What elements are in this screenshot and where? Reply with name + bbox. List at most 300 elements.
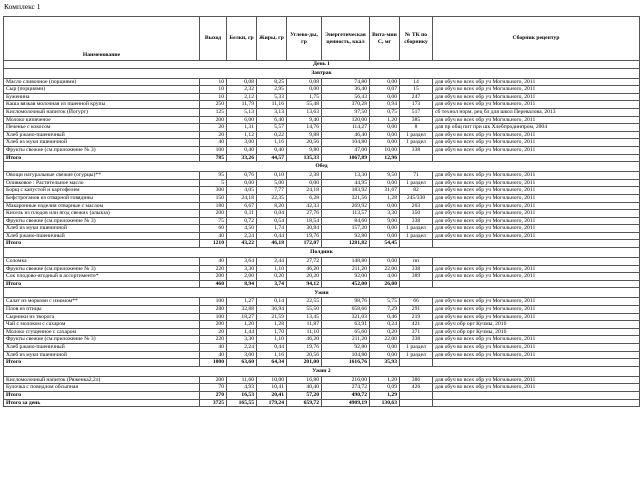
cell-recipe-book: для обуч во всех обр уч Могильного, 2011 [433, 273, 640, 281]
cell-tk-number: 350 [400, 210, 433, 218]
cell-energy: 211,20 [322, 336, 370, 344]
cell-carbs: 55,50 [287, 306, 322, 314]
cell-energy: 321,03 [322, 313, 370, 321]
cell-recipe-book [433, 399, 640, 407]
cell-protein: 1,27 [227, 298, 257, 306]
cell-fat: 0,54 [257, 217, 287, 225]
cell-tk-number: 71 [400, 172, 433, 180]
cell-fat: 0,44 [257, 344, 287, 352]
cell-energy: 104,80 [322, 351, 370, 359]
cell-yield: 280 [200, 306, 227, 314]
cell-energy: 44,95 [322, 179, 370, 187]
table-header [4, 17, 640, 61]
table-row [4, 217, 640, 225]
cell-energy: 183,92 [322, 187, 370, 195]
cell-fat: 0,40 [257, 146, 287, 154]
cell-recipe-book: для обуч во всех обр уч Могильного, 2011 [433, 344, 640, 352]
cell-energy: 113,57 [322, 210, 370, 218]
cell-protein: 3,30 [227, 265, 257, 273]
cell-carbs: 19,76 [287, 344, 322, 352]
table-row [4, 313, 640, 321]
cell-yield: 180 [200, 202, 227, 210]
cell-protein: 1,12 [227, 131, 257, 139]
cell-protein: 16,53 [227, 391, 257, 399]
cell-vitamin-c: 10,00 [370, 146, 400, 154]
table-row [4, 194, 640, 202]
cell-carbs: 11,87 [287, 321, 322, 329]
cell-fat: 22,35 [257, 194, 287, 202]
cell-yield: 460 [200, 280, 227, 288]
cell-protein: 0,11 [227, 210, 257, 218]
cell-name: Итого [4, 359, 200, 367]
cell-protein: 2,24 [227, 232, 257, 240]
cell-tk-number: 338 [400, 146, 433, 154]
table-row [4, 232, 640, 240]
total-row [4, 240, 640, 248]
cell-recipe-book: для обуч во всех обр уч Могильного, 2011 [433, 146, 640, 154]
total-row [4, 280, 640, 288]
cell-yield: 300 [200, 187, 227, 195]
cell-protein: 2,00 [227, 273, 257, 281]
cell-protein: 3,00 [227, 139, 257, 147]
table-row [4, 187, 640, 195]
cell-energy: 98,76 [322, 298, 370, 306]
cell-yield: 60 [200, 225, 227, 233]
cell-recipe-book: для обуч во всех обр уч Могильного, 2011 [433, 93, 640, 101]
cell-vitamin-c: 0,00 [370, 225, 400, 233]
cell-tk-number: 517 [400, 108, 433, 116]
cell-name: Каша вязкая молочная из пшенной крупы [4, 101, 200, 109]
table-row [4, 116, 640, 124]
cell-protein: 8,94 [227, 280, 257, 288]
table-row [4, 108, 640, 116]
cell-protein: 32,88 [227, 306, 257, 314]
cell-yield: 3725 [200, 399, 227, 407]
cell-carbs: 9,80 [287, 146, 322, 154]
header-fat: Жиры, гр [257, 17, 287, 61]
table-row [4, 210, 640, 218]
cell-name: Хлеб из муки пшеничной [4, 139, 200, 147]
total-row [4, 391, 640, 399]
cell-vitamin-c: 1,28 [370, 194, 400, 202]
cell-recipe-book: для обуч во всех обр уч Могильного, 2011 [433, 217, 640, 225]
cell-vitamin-c: 0,00 [370, 93, 400, 101]
cell-name: Фрукты свежие (см.приложение № 3) [4, 265, 200, 273]
cell-carbs: 13,45 [287, 313, 322, 321]
table-row [4, 86, 640, 94]
cell-tk-number [400, 154, 433, 162]
cell-fat: 1,16 [257, 351, 287, 359]
table-row [4, 172, 640, 180]
cell-vitamin-c: 0,20 [370, 328, 400, 336]
cell-yield: 10 [200, 78, 227, 86]
cell-protein: 2,24 [227, 344, 257, 352]
cell-name: Соломка [4, 258, 200, 266]
cell-fat: 3,74 [257, 280, 287, 288]
cell-fat: 8,25 [257, 78, 287, 86]
cell-carbs: 201,00 [287, 359, 322, 367]
cell-protein: 1,20 [227, 321, 257, 329]
cell-recipe-book: для обуч во всех обр уч Могильного, 2011 [433, 210, 640, 218]
total-row [4, 154, 640, 162]
cell-yield: 200 [200, 210, 227, 218]
cell-protein: 33,26 [227, 154, 257, 162]
cell-carbs: 55,48 [287, 101, 322, 109]
cell-vitamin-c: 9,00 [370, 217, 400, 225]
cell-energy: 104,80 [322, 139, 370, 147]
cell-vitamin-c: 0,07 [370, 86, 400, 94]
cell-carbs: 46,20 [287, 336, 322, 344]
cell-tk-number: 245/330 [400, 194, 433, 202]
cell-tk-number: 385 [400, 116, 433, 124]
cell-protein: 165,55 [227, 399, 257, 407]
cell-energy: 1281,82 [322, 240, 370, 248]
cell-energy: 74,80 [322, 78, 370, 86]
cell-name: Кисломолочный напиток (Йогурт) [4, 108, 200, 116]
cell-name: Молоко сгущенное с сахаром [4, 328, 200, 336]
cell-carbs: 46,20 [287, 265, 322, 273]
cell-recipe-book: для обуч во всех обр уч Могильного, 2011 [433, 202, 640, 210]
cell-recipe-book [433, 154, 640, 162]
cell-vitamin-c: 0,00 [370, 344, 400, 352]
cell-tk-number [400, 280, 433, 288]
cell-name: Итого [4, 391, 200, 399]
cell-carbs: 42,33 [287, 202, 322, 210]
cell-fat: 3,13 [257, 108, 287, 116]
cell-tk-number: 371 [400, 328, 433, 336]
cell-vitamin-c: 0,00 [370, 179, 400, 187]
cell-name: Печенье с кокосом [4, 124, 200, 132]
table-row [4, 321, 640, 329]
cell-energy: 216,00 [322, 376, 370, 384]
cell-carbs: 9,88 [287, 131, 322, 139]
cell-carbs: 40,40 [287, 384, 322, 392]
cell-fat: 1,10 [257, 336, 287, 344]
cell-carbs: 27,76 [287, 210, 322, 218]
cell-tk-number [400, 240, 433, 248]
cell-fat: 0,44 [257, 232, 287, 240]
cell-fat: 0,04 [257, 210, 287, 218]
header-row [4, 17, 640, 61]
cell-tk-number [400, 399, 433, 407]
cell-tk-number: 1 раздел [400, 179, 433, 187]
cell-protein: 5,13 [227, 108, 257, 116]
cell-fat: 1,70 [257, 328, 287, 336]
cell-recipe-book: для обуч во всех обр уч Могильного, 2011 [433, 139, 640, 147]
cell-protein: 2,12 [227, 93, 257, 101]
cell-vitamin-c: 0,00 [370, 202, 400, 210]
cell-carbs: 30,84 [287, 225, 322, 233]
cell-name: Итого [4, 280, 200, 288]
cell-fat: 20,41 [257, 391, 287, 399]
header-carbs: Углево-ды, гр [287, 17, 322, 61]
cell-tk-number: 66 [400, 298, 433, 306]
cell-fat: 5,33 [257, 93, 287, 101]
cell-tk-number: 203 [400, 202, 433, 210]
cell-protein: 6,67 [227, 202, 257, 210]
cell-recipe-book: для обуч во всех обр уч Могильного, 2011 [433, 101, 640, 109]
cell-name: Фрукты свежие (см.приложение № 3) [4, 336, 200, 344]
table-row [4, 265, 640, 273]
cell-recipe-book: для обуч во всех обр уч Могильного, 2011 [433, 376, 640, 384]
cell-vitamin-c: 22,00 [370, 265, 400, 273]
cell-protein: 63,60 [227, 359, 257, 367]
cell-yield: 1210 [200, 240, 227, 248]
cell-name: Борщ с капустой и картофелем [4, 187, 200, 195]
cell-recipe-book: для обуч во всех обр уч Могильного, 2011 [433, 265, 640, 273]
cell-carbs: 11,10 [287, 328, 322, 336]
cell-tk-number: 219 [400, 313, 433, 321]
cell-yield: 100 [200, 313, 227, 321]
cell-recipe-book: для обуч во всех обр уч Могильного, 2011 [433, 172, 640, 180]
cell-recipe-book [433, 359, 640, 367]
table-row [4, 124, 640, 132]
cell-protein: 0,72 [227, 217, 257, 225]
cell-yield: 40 [200, 351, 227, 359]
cell-yield: 40 [200, 344, 227, 352]
meal-row [4, 288, 640, 298]
cell-energy: 97,50 [322, 108, 370, 116]
cell-tk-number: пп [400, 258, 433, 266]
cell-energy: 452,00 [322, 280, 370, 288]
header-protein: Белки, гр [227, 17, 257, 61]
cell-name: Фрукты свежие (см.приложение № 3) [4, 217, 200, 225]
cell-fat: 0,10 [257, 172, 287, 180]
cell-recipe-book [433, 280, 640, 288]
cell-protein: 0,08 [227, 78, 257, 86]
cell-recipe-book: для обуч во всех обр уч Могильного, 2011 [433, 78, 640, 86]
header-yield: Выход [200, 17, 227, 61]
meal-row-label: Ужин 2 [4, 366, 640, 376]
cell-energy: 274,72 [322, 384, 370, 392]
cell-recipe-book: для пр общ пит при шк Хлебпродинпром, 2004 [433, 124, 640, 132]
cell-protein: 4,05 [227, 187, 257, 195]
cell-tk-number: 1 раздел [400, 131, 433, 139]
meal-row-label: Ужин [4, 288, 640, 298]
cell-tk-number: 14 [400, 78, 433, 86]
cell-vitamin-c: 1,20 [370, 376, 400, 384]
cell-carbs: 659,72 [287, 399, 322, 407]
cell-recipe-book: для обуч обр орг Кучмы, 2016 [433, 321, 640, 329]
cell-fat: 46,18 [257, 240, 287, 248]
cell-vitamin-c: 0,00 [370, 78, 400, 86]
cell-energy: 63,91 [322, 321, 370, 329]
cell-recipe-book: для обуч во всех обр уч Могильного, 2011 [433, 131, 640, 139]
cell-fat: 44,57 [257, 154, 287, 162]
cell-vitamin-c: 31,67 [370, 187, 400, 195]
cell-energy: 490,72 [322, 391, 370, 399]
cell-carbs: 0,08 [287, 78, 322, 86]
cell-carbs: 14,76 [287, 124, 322, 132]
table-row [4, 376, 640, 384]
cell-energy: 47,00 [322, 146, 370, 154]
table-row [4, 258, 640, 266]
cell-fat: 1,10 [257, 265, 287, 273]
cell-yield: 200 [200, 273, 227, 281]
cell-carbs: 27,72 [287, 258, 322, 266]
cell-vitamin-c: 0,94 [370, 101, 400, 109]
cell-recipe-book: для обуч во всех обр уч Могильного, 2011 [433, 351, 640, 359]
cell-fat: 2,44 [257, 258, 287, 266]
cell-energy: 114,27 [322, 124, 370, 132]
cell-yield: 150 [200, 194, 227, 202]
cell-tk-number: 8 [400, 124, 433, 132]
cell-vitamin-c: 12,96 [370, 154, 400, 162]
cell-vitamin-c: 54,45 [370, 240, 400, 248]
cell-energy: 65,60 [322, 328, 370, 336]
cell-fat: 5,00 [257, 179, 287, 187]
cell-recipe-book: для обуч во всех обр уч Могильного, 2011 [433, 313, 640, 321]
cell-tk-number: 82 [400, 187, 433, 195]
cell-fat: 179,24 [257, 399, 287, 407]
cell-yield: 20 [200, 131, 227, 139]
cell-yield: 20 [200, 328, 227, 336]
cell-recipe-book: сб технол норм, рец бл для школ Перевалова, 2013 [433, 108, 640, 116]
cell-carbs: 9,40 [287, 116, 322, 124]
meal-row-label: Завтрак [4, 68, 640, 78]
cell-vitamin-c: 0,46 [370, 313, 400, 321]
cell-carbs: 57,20 [287, 391, 322, 399]
cell-recipe-book: для обуч во всех обр уч Могильного, 2011 [433, 86, 640, 94]
cell-yield: 75 [200, 217, 227, 225]
cell-carbs: 0,00 [287, 86, 322, 94]
cell-vitamin-c: 1,29 [370, 391, 400, 399]
cell-vitamin-c: 3,30 [370, 210, 400, 218]
table-row [4, 146, 640, 154]
cell-name: Бефстроганов из отварной говядины [4, 194, 200, 202]
cell-tk-number: 421 [400, 321, 433, 329]
cell-carbs: 2,38 [287, 172, 322, 180]
cell-energy: 46,40 [322, 131, 370, 139]
cell-carbs: 16,80 [287, 376, 322, 384]
cell-name: Молоко кипяченое [4, 116, 200, 124]
cell-energy: 4909,19 [322, 399, 370, 407]
table-row [4, 328, 640, 336]
cell-protein: 43,22 [227, 240, 257, 248]
cell-recipe-book: для обуч во всех обр уч Могильного, 2011 [433, 232, 640, 240]
header-recipe-book: Сборник рецептур [433, 17, 640, 61]
cell-energy: 84,60 [322, 217, 370, 225]
cell-protein: 4,50 [227, 225, 257, 233]
day-row [4, 61, 640, 69]
table-row [4, 306, 640, 314]
cell-fat: 1,16 [257, 139, 287, 147]
cell-protein: 0,76 [227, 172, 257, 180]
cell-name: Итого за день [4, 399, 200, 407]
cell-carbs: 20,20 [287, 273, 322, 281]
table-row [4, 336, 640, 344]
cell-yield: 250 [200, 101, 227, 109]
cell-vitamin-c: 26,00 [370, 280, 400, 288]
cell-name: Хлеб ржано-пшеничный [4, 344, 200, 352]
cell-name: Итого [4, 154, 200, 162]
cell-carbs: 135,33 [287, 154, 322, 162]
header-vitamin-c: Вита-мин C, мг [370, 17, 400, 61]
cell-recipe-book [433, 240, 640, 248]
cell-yield: 100 [200, 298, 227, 306]
cell-tk-number [400, 359, 433, 367]
cell-vitamin-c: 0,00 [370, 232, 400, 240]
cell-fat: 36,94 [257, 306, 287, 314]
cell-carbs: 19,76 [287, 232, 322, 240]
cell-recipe-book [433, 258, 640, 266]
cell-fat: 64,34 [257, 359, 287, 367]
menu-table [3, 16, 640, 407]
cell-protein: 11,79 [227, 101, 257, 109]
cell-vitamin-c: 1,20 [370, 116, 400, 124]
table-row [4, 202, 640, 210]
cell-name: Масло сливочное (порциями) [4, 78, 200, 86]
cell-yield: 785 [200, 154, 227, 162]
cell-recipe-book: для обуч во всех обр уч Могильного, 2011 [433, 187, 640, 195]
table-row [4, 384, 640, 392]
header-energy: Энергетическая ценность, ккал [322, 17, 370, 61]
table-row [4, 179, 640, 187]
cell-tk-number: 1 раздел [400, 225, 433, 233]
cell-fat: 1,74 [257, 225, 287, 233]
cell-energy: 658,66 [322, 306, 370, 314]
cell-name: Фрукты свежие (см.приложение № 3) [4, 146, 200, 154]
cell-vitamin-c: 0,09 [370, 384, 400, 392]
cell-name: Чай с молоком с сахаром [4, 321, 200, 329]
cell-yield: 5 [200, 179, 227, 187]
cell-name: Хлеб ржано-пшеничный [4, 232, 200, 240]
cell-carbs: 24,18 [287, 187, 322, 195]
cell-name: Оливковое : Растительное масло [4, 179, 200, 187]
cell-name: Овощи натуральные свежие (огурцы)** [4, 172, 200, 180]
cell-fat: 10,41 [257, 384, 287, 392]
cell-vitamin-c: 35,93 [370, 359, 400, 367]
cell-tk-number: 338 [400, 265, 433, 273]
cell-recipe-book: для обуч во всех обр уч Могильного, 2011 [433, 225, 640, 233]
cell-tk-number: 15 [400, 86, 433, 94]
cell-carbs: 172,07 [287, 240, 322, 248]
cell-vitamin-c: 0,00 [370, 139, 400, 147]
cell-yield: 200 [200, 321, 227, 329]
cell-fat: 21,59 [257, 313, 287, 321]
cell-tk-number: 426 [400, 384, 433, 392]
meal-row-label: Полдник [4, 248, 640, 258]
cell-fat: 1,28 [257, 321, 287, 329]
cell-tk-number: 389 [400, 273, 433, 281]
cell-recipe-book: для обуч во всех обр уч Могильного, 2011 [433, 194, 640, 202]
table-row [4, 298, 640, 306]
cell-vitamin-c: 4,00 [370, 273, 400, 281]
cell-carbs: 1,75 [287, 93, 322, 101]
cell-protein: 6,00 [227, 116, 257, 124]
cell-name: Буженина [4, 93, 200, 101]
cell-vitamin-c: 0,75 [370, 108, 400, 116]
table-row [4, 351, 640, 359]
cell-energy: 92,00 [322, 273, 370, 281]
cell-carbs: 22,55 [287, 298, 322, 306]
cell-tk-number: 386 [400, 376, 433, 384]
cell-yield: 10 [200, 93, 227, 101]
cell-carbs: 20,56 [287, 351, 322, 359]
header-name: Наименование [4, 17, 200, 61]
cell-vitamin-c: 0,00 [370, 258, 400, 266]
cell-vitamin-c: 7,29 [370, 306, 400, 314]
cell-vitamin-c: 0,00 [370, 351, 400, 359]
cell-yield: 40 [200, 258, 227, 266]
cell-recipe-book: для обуч обр орг Кучмы, 2016 [433, 328, 640, 336]
cell-protein: 3,30 [227, 336, 257, 344]
table-row [4, 131, 640, 139]
table-row [4, 139, 640, 147]
cell-fat: 2,95 [257, 86, 287, 94]
cell-yield: 200 [200, 116, 227, 124]
cell-carbs: 0,00 [287, 179, 322, 187]
